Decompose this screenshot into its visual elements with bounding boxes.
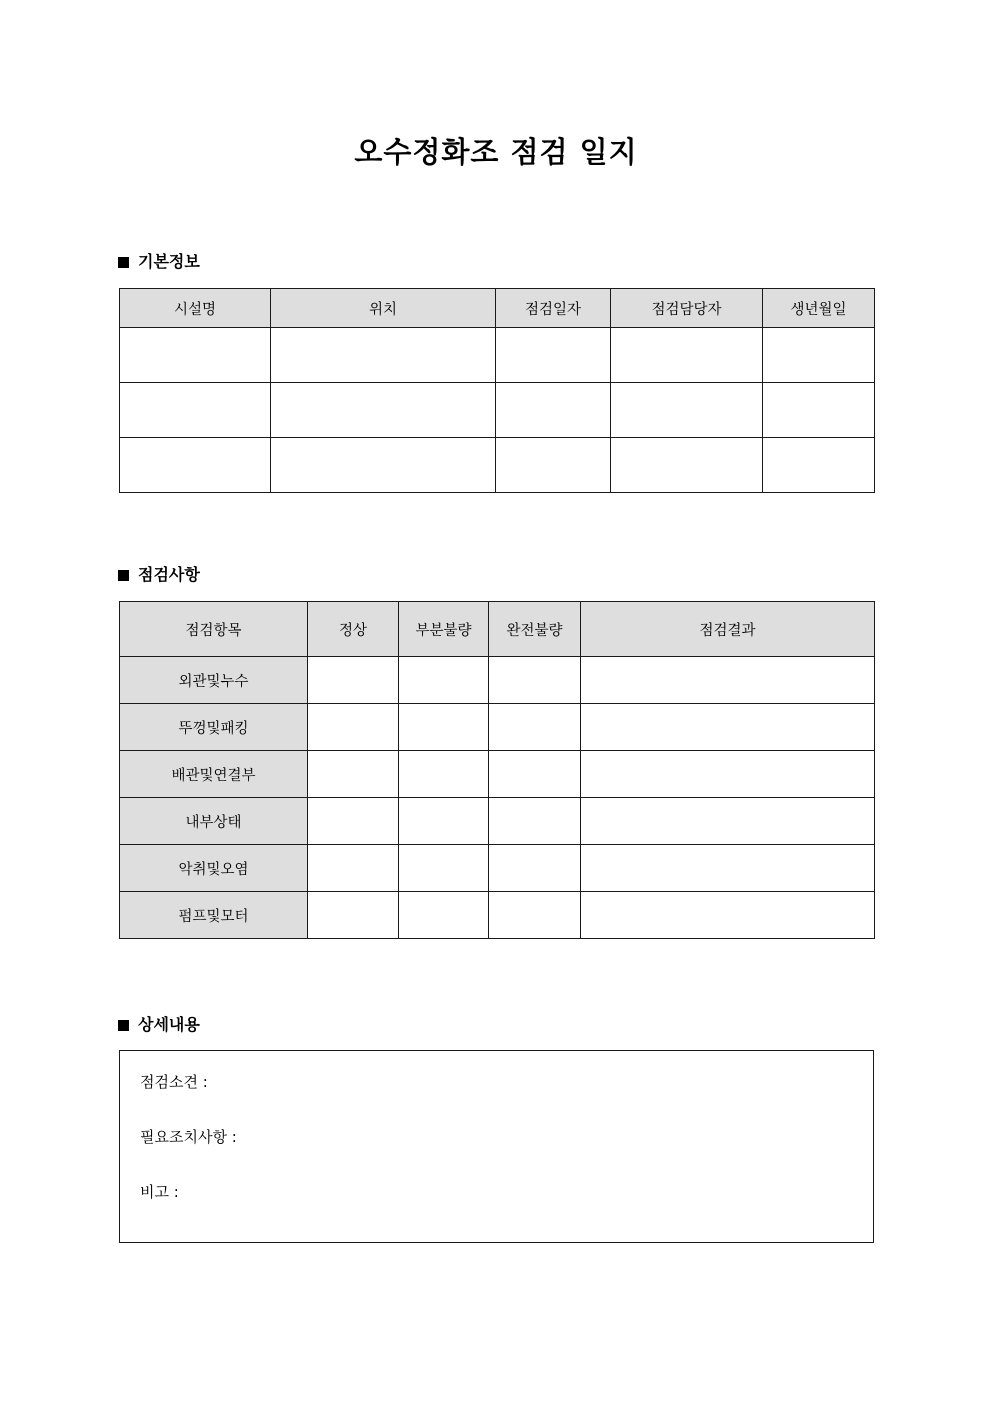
cell-inspector[interactable] — [611, 438, 763, 493]
cell-birth-date[interactable] — [763, 438, 875, 493]
table-header-row — [120, 289, 875, 328]
column-header-partial-defect: 부분불량 — [399, 602, 489, 657]
section-heading-label: 점검사항 — [138, 565, 200, 584]
cell-inspector[interactable] — [611, 383, 763, 438]
cell-inspection-result[interactable] — [581, 704, 875, 751]
detail-label-remarks: 비고 : — [140, 1183, 179, 1201]
column-header-inspection-result: 점검결과 — [581, 602, 875, 657]
cell-full-defect[interactable] — [489, 845, 581, 892]
page-title: 오수정화조 점검 일지 — [354, 135, 638, 169]
cell-location[interactable] — [271, 383, 496, 438]
section-heading-basic-info — [118, 251, 200, 273]
row-label-inspection-item: 배관및연결부 — [120, 751, 308, 798]
detail-label-inspection-opinion: 점검소견 : — [140, 1073, 208, 1091]
cell-inspection-result[interactable] — [581, 798, 875, 845]
cell-full-defect[interactable] — [489, 798, 581, 845]
column-header-inspection-item: 점검항목 — [120, 602, 308, 657]
cell-partial-defect[interactable] — [399, 751, 489, 798]
row-label-inspection-item: 뚜껑및패킹 — [120, 704, 308, 751]
square-bullet-icon — [118, 257, 129, 268]
section-heading-label: 기본정보 — [138, 252, 200, 271]
cell-normal[interactable] — [308, 798, 399, 845]
table-row — [120, 328, 875, 383]
column-header-full-defect: 완전불량 — [489, 602, 581, 657]
cell-full-defect[interactable] — [489, 892, 581, 939]
cell-inspection-result[interactable] — [581, 892, 875, 939]
cell-inspection-result[interactable] — [581, 845, 875, 892]
cell-inspection-date[interactable] — [496, 438, 611, 493]
cell-partial-defect[interactable] — [399, 845, 489, 892]
column-header-birth-date: 생년월일 — [763, 289, 875, 328]
cell-inspection-date[interactable] — [496, 328, 611, 383]
cell-location[interactable] — [271, 438, 496, 493]
table-header-row — [120, 602, 875, 657]
section-heading-label: 상세내용 — [138, 1015, 200, 1034]
table-row — [120, 892, 875, 939]
inspection-items-table — [119, 601, 875, 939]
cell-inspector[interactable] — [611, 328, 763, 383]
cell-normal[interactable] — [308, 845, 399, 892]
cell-full-defect[interactable] — [489, 751, 581, 798]
section-heading-details — [118, 1014, 200, 1036]
cell-facility-name[interactable] — [120, 383, 271, 438]
detail-label-required-actions: 필요조치사항 : — [140, 1128, 237, 1146]
cell-partial-defect[interactable] — [399, 704, 489, 751]
table-row — [120, 657, 875, 704]
cell-normal[interactable] — [308, 657, 399, 704]
table-row — [120, 383, 875, 438]
square-bullet-icon — [118, 1020, 129, 1031]
cell-full-defect[interactable] — [489, 657, 581, 704]
cell-partial-defect[interactable] — [399, 657, 489, 704]
cell-location[interactable] — [271, 328, 496, 383]
row-label-inspection-item: 내부상태 — [120, 798, 308, 845]
row-label-inspection-item: 악취및오염 — [120, 845, 308, 892]
section-heading-inspection-items — [118, 564, 200, 586]
column-header-inspector: 점검담당자 — [611, 289, 763, 328]
table-row — [120, 438, 875, 493]
cell-birth-date[interactable] — [763, 328, 875, 383]
cell-inspection-result[interactable] — [581, 657, 875, 704]
table-row — [120, 704, 875, 751]
cell-full-defect[interactable] — [489, 704, 581, 751]
cell-normal[interactable] — [308, 892, 399, 939]
details-box[interactable] — [119, 1050, 874, 1243]
column-header-inspection-date: 점검일자 — [496, 289, 611, 328]
column-header-normal: 정상 — [308, 602, 399, 657]
cell-partial-defect[interactable] — [399, 892, 489, 939]
column-header-location: 위치 — [271, 289, 496, 328]
basic-info-table — [119, 288, 875, 493]
cell-facility-name[interactable] — [120, 328, 271, 383]
cell-inspection-date[interactable] — [496, 383, 611, 438]
table-row — [120, 751, 875, 798]
table-row — [120, 798, 875, 845]
cell-partial-defect[interactable] — [399, 798, 489, 845]
table-row — [120, 845, 875, 892]
row-label-inspection-item: 외관및누수 — [120, 657, 308, 704]
cell-normal[interactable] — [308, 704, 399, 751]
cell-normal[interactable] — [308, 751, 399, 798]
row-label-inspection-item: 펌프및모터 — [120, 892, 308, 939]
column-header-facility-name: 시설명 — [120, 289, 271, 328]
cell-facility-name[interactable] — [120, 438, 271, 493]
square-bullet-icon — [118, 570, 129, 581]
cell-birth-date[interactable] — [763, 383, 875, 438]
cell-inspection-result[interactable] — [581, 751, 875, 798]
